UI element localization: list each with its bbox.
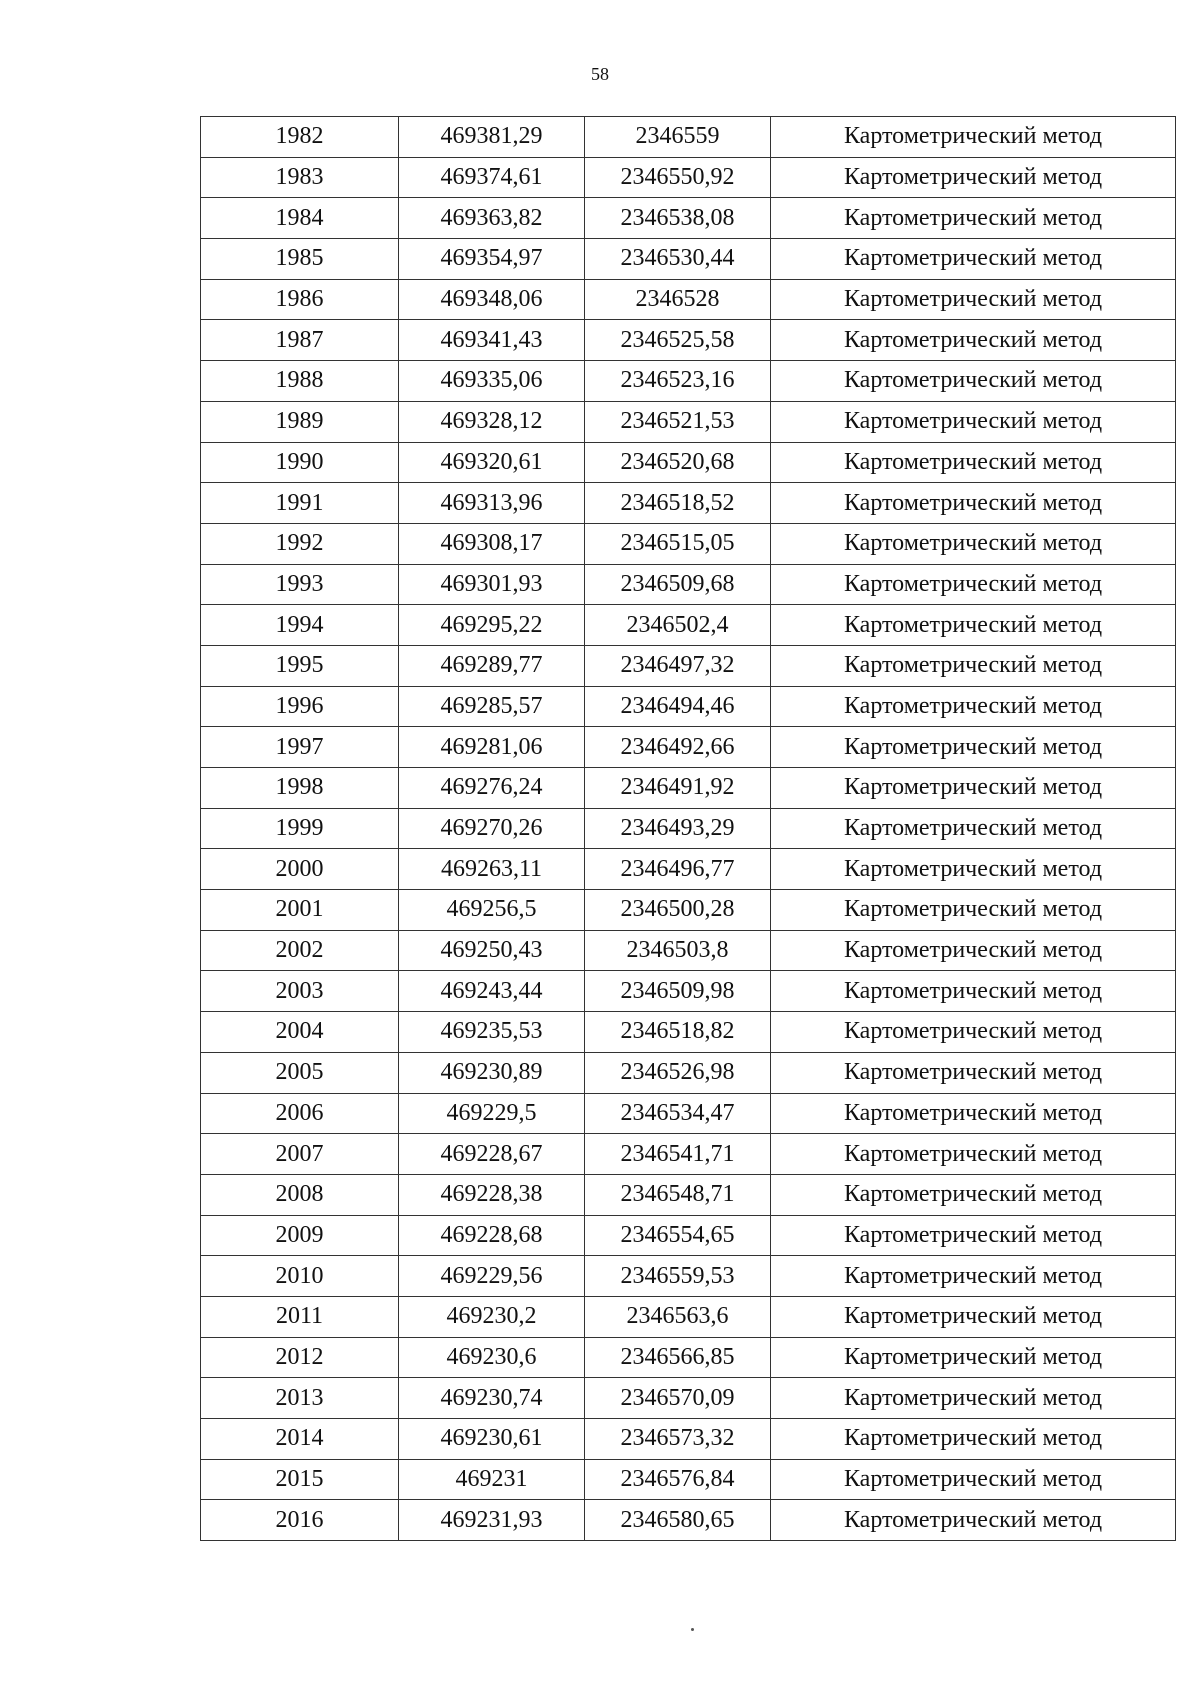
x-coordinate-cell: 469341,43 (399, 320, 585, 361)
x-coordinate-cell: 469295,22 (399, 605, 585, 646)
method-cell: Картометрический метод (771, 320, 1176, 361)
x-coordinate-cell: 469328,12 (399, 401, 585, 442)
y-coordinate-cell: 2346576,84 (585, 1459, 771, 1500)
table-row (201, 157, 1176, 198)
method-cell: Картометрический метод (771, 971, 1176, 1012)
x-coordinate-cell: 469231 (399, 1459, 585, 1500)
point-number-cell: 2011 (201, 1296, 399, 1337)
point-number-cell: 1987 (201, 320, 399, 361)
table-row (201, 1012, 1176, 1053)
y-coordinate-cell: 2346503,8 (585, 930, 771, 971)
point-number-cell: 2012 (201, 1337, 399, 1378)
method-cell: Картометрический метод (771, 1419, 1176, 1460)
y-coordinate-cell: 2346518,82 (585, 1012, 771, 1053)
point-number-cell: 2008 (201, 1174, 399, 1215)
table-row (201, 971, 1176, 1012)
point-number-cell: 2006 (201, 1093, 399, 1134)
x-coordinate-cell: 469301,93 (399, 564, 585, 605)
table-row (201, 605, 1176, 646)
y-coordinate-cell: 2346500,28 (585, 890, 771, 931)
point-number-cell: 1999 (201, 808, 399, 849)
x-coordinate-cell: 469289,77 (399, 645, 585, 686)
x-coordinate-cell: 469308,17 (399, 523, 585, 564)
y-coordinate-cell: 2346538,08 (585, 198, 771, 239)
scan-speck (691, 1628, 694, 1631)
y-coordinate-cell: 2346530,44 (585, 239, 771, 280)
x-coordinate-cell: 469229,5 (399, 1093, 585, 1134)
method-cell: Картометрический метод (771, 1174, 1176, 1215)
y-coordinate-cell: 2346559,53 (585, 1256, 771, 1297)
x-coordinate-cell: 469270,26 (399, 808, 585, 849)
x-coordinate-cell: 469263,11 (399, 849, 585, 890)
point-number-cell: 1998 (201, 768, 399, 809)
y-coordinate-cell: 2346493,29 (585, 808, 771, 849)
point-number-cell: 1986 (201, 279, 399, 320)
point-number-cell: 1988 (201, 361, 399, 402)
y-coordinate-cell: 2346523,16 (585, 361, 771, 402)
table-row (201, 1500, 1176, 1541)
point-number-cell: 1983 (201, 157, 399, 198)
x-coordinate-cell: 469363,82 (399, 198, 585, 239)
table-row (201, 564, 1176, 605)
x-coordinate-cell: 469230,89 (399, 1052, 585, 1093)
table-row (201, 1174, 1176, 1215)
table-row (201, 1215, 1176, 1256)
x-coordinate-cell: 469243,44 (399, 971, 585, 1012)
point-number-cell: 2002 (201, 930, 399, 971)
method-cell: Картометрический метод (771, 686, 1176, 727)
x-coordinate-cell: 469230,74 (399, 1378, 585, 1419)
point-number-cell: 1989 (201, 401, 399, 442)
y-coordinate-cell: 2346491,92 (585, 768, 771, 809)
y-coordinate-cell: 2346509,68 (585, 564, 771, 605)
method-cell: Картометрический метод (771, 849, 1176, 890)
y-coordinate-cell: 2346502,4 (585, 605, 771, 646)
table-row (201, 1419, 1176, 1460)
table-row (201, 1337, 1176, 1378)
table-row (201, 930, 1176, 971)
point-number-cell: 1985 (201, 239, 399, 280)
table-row (201, 1378, 1176, 1419)
method-cell: Картометрический метод (771, 808, 1176, 849)
x-coordinate-cell: 469230,61 (399, 1419, 585, 1460)
point-number-cell: 2009 (201, 1215, 399, 1256)
y-coordinate-cell: 2346548,71 (585, 1174, 771, 1215)
table-row (201, 198, 1176, 239)
x-coordinate-cell: 469228,38 (399, 1174, 585, 1215)
method-cell: Картометрический метод (771, 361, 1176, 402)
x-coordinate-cell: 469230,6 (399, 1337, 585, 1378)
x-coordinate-cell: 469320,61 (399, 442, 585, 483)
method-cell: Картометрический метод (771, 1378, 1176, 1419)
method-cell: Картометрический метод (771, 1256, 1176, 1297)
table-row (201, 1296, 1176, 1337)
x-coordinate-cell: 469381,29 (399, 117, 585, 158)
y-coordinate-cell: 2346563,6 (585, 1296, 771, 1337)
method-cell: Картометрический метод (771, 157, 1176, 198)
table-row (201, 768, 1176, 809)
x-coordinate-cell: 469250,43 (399, 930, 585, 971)
x-coordinate-cell: 469229,56 (399, 1256, 585, 1297)
coordinates-table (200, 116, 1176, 1541)
method-cell: Картометрический метод (771, 1296, 1176, 1337)
method-cell: Картометрический метод (771, 890, 1176, 931)
table-row (201, 361, 1176, 402)
point-number-cell: 2007 (201, 1134, 399, 1175)
x-coordinate-cell: 469231,93 (399, 1500, 585, 1541)
method-cell: Картометрический метод (771, 605, 1176, 646)
table-row (201, 849, 1176, 890)
table-row (201, 279, 1176, 320)
table-row (201, 727, 1176, 768)
method-cell: Картометрический метод (771, 645, 1176, 686)
table-row (201, 808, 1176, 849)
page-number: 58 (591, 64, 609, 84)
point-number-cell: 1991 (201, 483, 399, 524)
method-cell: Картометрический метод (771, 1134, 1176, 1175)
point-number-cell: 2005 (201, 1052, 399, 1093)
point-number-cell: 1996 (201, 686, 399, 727)
method-cell: Картометрический метод (771, 1215, 1176, 1256)
method-cell: Картометрический метод (771, 1459, 1176, 1500)
x-coordinate-cell: 469228,67 (399, 1134, 585, 1175)
point-number-cell: 2016 (201, 1500, 399, 1541)
x-coordinate-cell: 469276,24 (399, 768, 585, 809)
x-coordinate-cell: 469230,2 (399, 1296, 585, 1337)
method-cell: Картометрический метод (771, 727, 1176, 768)
y-coordinate-cell: 2346580,65 (585, 1500, 771, 1541)
point-number-cell: 2004 (201, 1012, 399, 1053)
method-cell: Картометрический метод (771, 768, 1176, 809)
x-coordinate-cell: 469313,96 (399, 483, 585, 524)
table-row (201, 320, 1176, 361)
point-number-cell: 1992 (201, 523, 399, 564)
point-number-cell: 1993 (201, 564, 399, 605)
y-coordinate-cell: 2346497,32 (585, 645, 771, 686)
point-number-cell: 1997 (201, 727, 399, 768)
point-number-cell: 1982 (201, 117, 399, 158)
table-row (201, 686, 1176, 727)
method-cell: Картометрический метод (771, 564, 1176, 605)
point-number-cell: 1995 (201, 645, 399, 686)
y-coordinate-cell: 2346521,53 (585, 401, 771, 442)
x-coordinate-cell: 469228,68 (399, 1215, 585, 1256)
method-cell: Картометрический метод (771, 279, 1176, 320)
x-coordinate-cell: 469348,06 (399, 279, 585, 320)
method-cell: Картометрический метод (771, 523, 1176, 564)
y-coordinate-cell: 2346550,92 (585, 157, 771, 198)
y-coordinate-cell: 2346509,98 (585, 971, 771, 1012)
table-row (201, 1256, 1176, 1297)
x-coordinate-cell: 469285,57 (399, 686, 585, 727)
method-cell: Картометрический метод (771, 1093, 1176, 1134)
table-row (201, 1459, 1176, 1500)
point-number-cell: 2014 (201, 1419, 399, 1460)
method-cell: Картометрический метод (771, 1500, 1176, 1541)
method-cell: Картометрический метод (771, 198, 1176, 239)
table-row (201, 239, 1176, 280)
y-coordinate-cell: 2346559 (585, 117, 771, 158)
y-coordinate-cell: 2346566,85 (585, 1337, 771, 1378)
point-number-cell: 2013 (201, 1378, 399, 1419)
table-row (201, 401, 1176, 442)
method-cell: Картометрический метод (771, 401, 1176, 442)
y-coordinate-cell: 2346554,65 (585, 1215, 771, 1256)
y-coordinate-cell: 2346525,58 (585, 320, 771, 361)
table-row (201, 1134, 1176, 1175)
point-number-cell: 2000 (201, 849, 399, 890)
x-coordinate-cell: 469374,61 (399, 157, 585, 198)
table-row (201, 1093, 1176, 1134)
method-cell: Картометрический метод (771, 1052, 1176, 1093)
y-coordinate-cell: 2346528 (585, 279, 771, 320)
y-coordinate-cell: 2346526,98 (585, 1052, 771, 1093)
method-cell: Картометрический метод (771, 930, 1176, 971)
method-cell: Картометрический метод (771, 442, 1176, 483)
y-coordinate-cell: 2346541,71 (585, 1134, 771, 1175)
table-row (201, 523, 1176, 564)
table-row (201, 483, 1176, 524)
method-cell: Картометрический метод (771, 1337, 1176, 1378)
point-number-cell: 1990 (201, 442, 399, 483)
y-coordinate-cell: 2346496,77 (585, 849, 771, 890)
y-coordinate-cell: 2346518,52 (585, 483, 771, 524)
y-coordinate-cell: 2346534,47 (585, 1093, 771, 1134)
x-coordinate-cell: 469256,5 (399, 890, 585, 931)
method-cell: Картометрический метод (771, 117, 1176, 158)
y-coordinate-cell: 2346570,09 (585, 1378, 771, 1419)
y-coordinate-cell: 2346492,66 (585, 727, 771, 768)
coordinates-table-body (201, 117, 1176, 1541)
point-number-cell: 2015 (201, 1459, 399, 1500)
x-coordinate-cell: 469354,97 (399, 239, 585, 280)
table-row (201, 117, 1176, 158)
point-number-cell: 2003 (201, 971, 399, 1012)
y-coordinate-cell: 2346515,05 (585, 523, 771, 564)
y-coordinate-cell: 2346520,68 (585, 442, 771, 483)
method-cell: Картометрический метод (771, 483, 1176, 524)
x-coordinate-cell: 469335,06 (399, 361, 585, 402)
point-number-cell: 2010 (201, 1256, 399, 1297)
x-coordinate-cell: 469235,53 (399, 1012, 585, 1053)
point-number-cell: 2001 (201, 890, 399, 931)
method-cell: Картометрический метод (771, 1012, 1176, 1053)
method-cell: Картометрический метод (771, 239, 1176, 280)
point-number-cell: 1984 (201, 198, 399, 239)
y-coordinate-cell: 2346494,46 (585, 686, 771, 727)
table-row (201, 645, 1176, 686)
table-row (201, 1052, 1176, 1093)
y-coordinate-cell: 2346573,32 (585, 1419, 771, 1460)
point-number-cell: 1994 (201, 605, 399, 646)
table-row (201, 890, 1176, 931)
table-row (201, 442, 1176, 483)
x-coordinate-cell: 469281,06 (399, 727, 585, 768)
